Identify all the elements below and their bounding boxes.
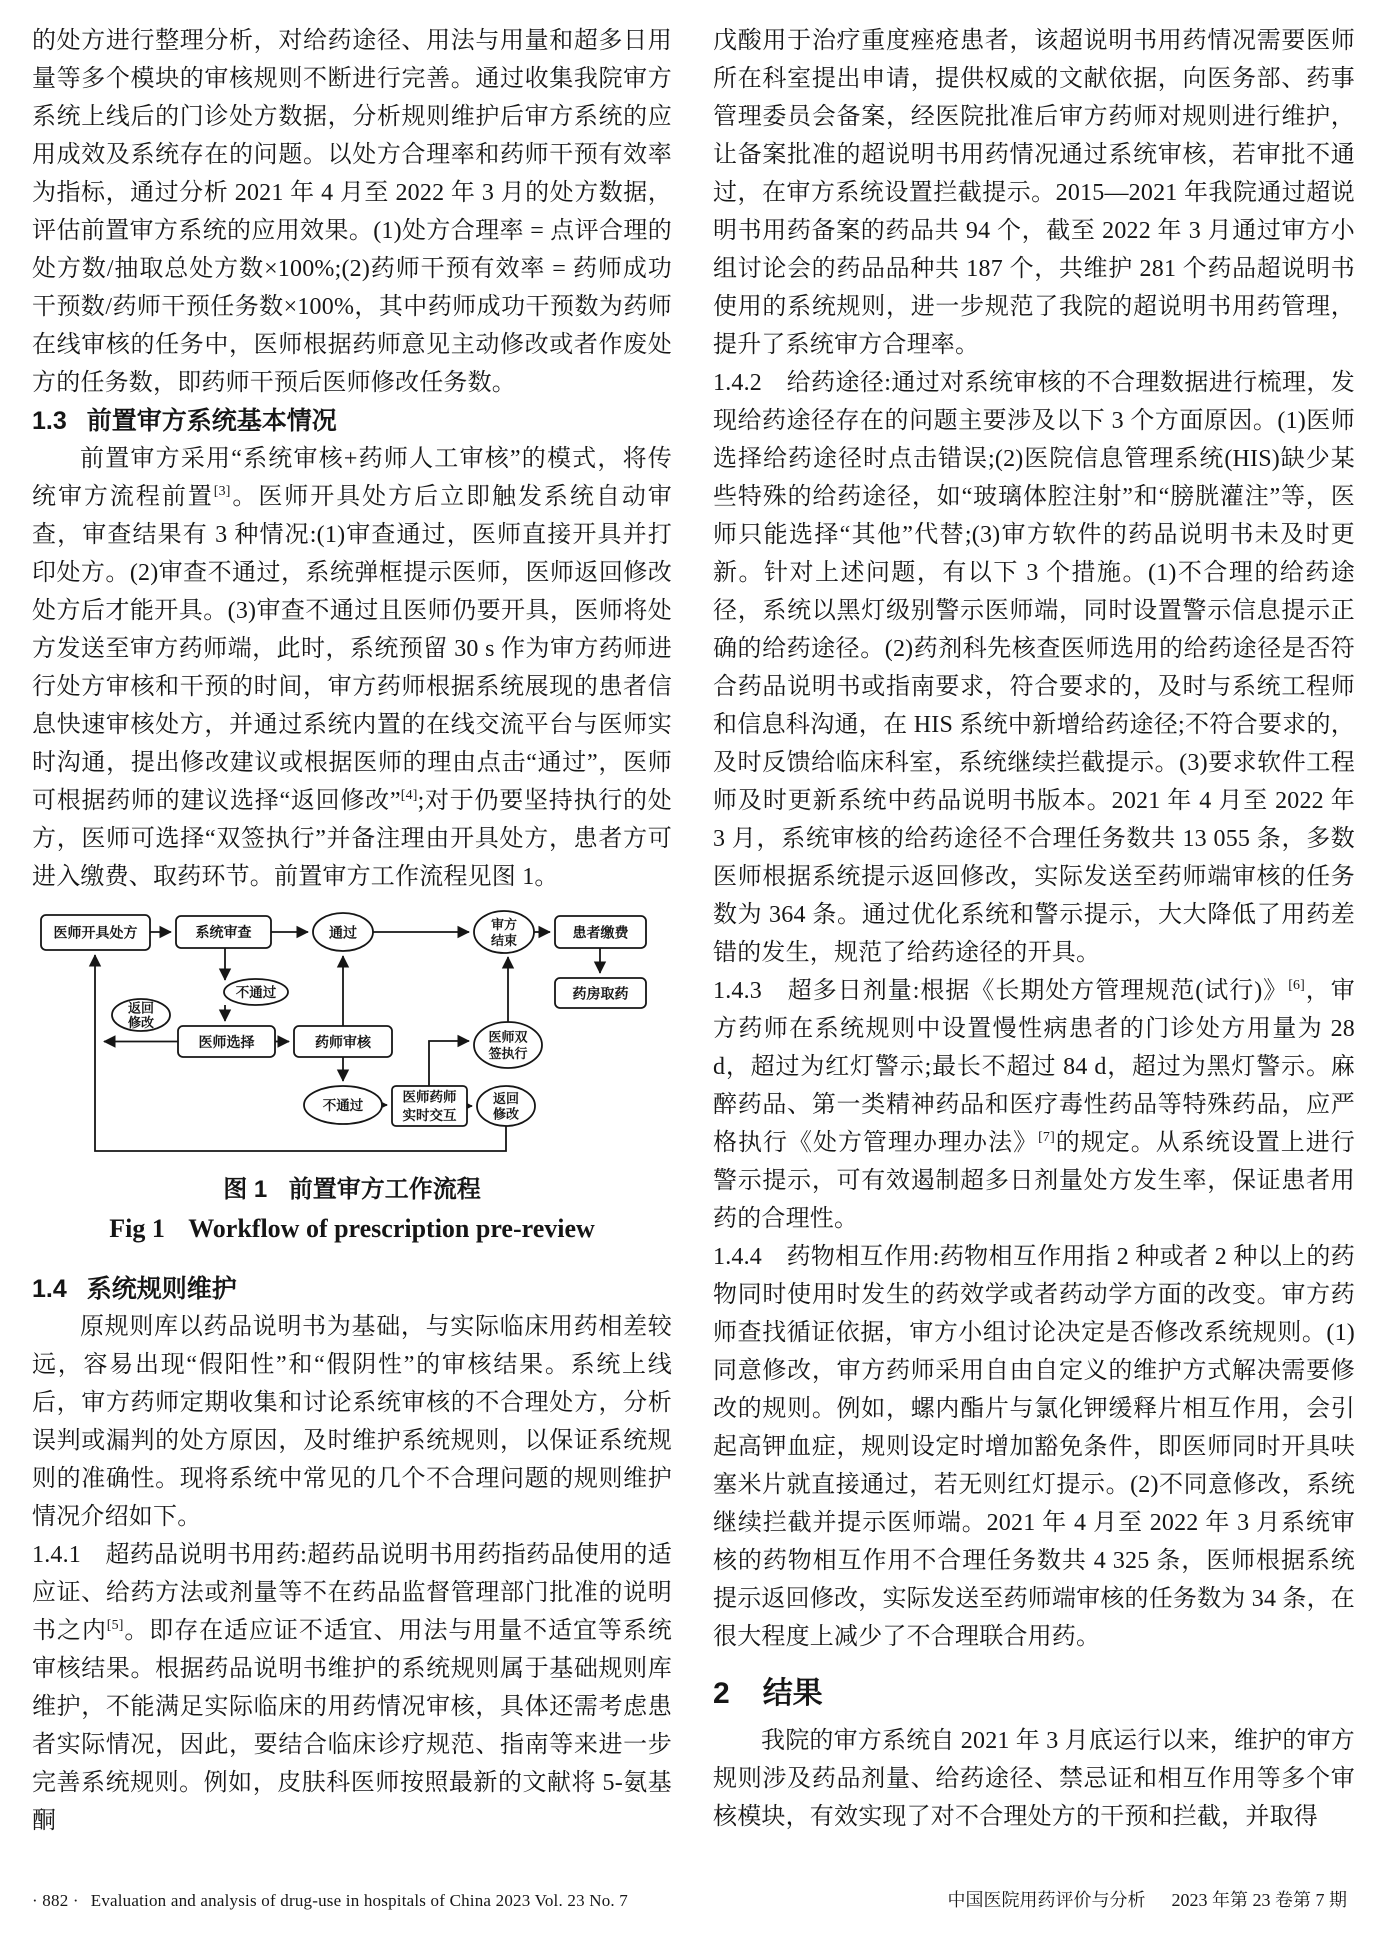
section-title: 前置审方系统基本情况 (86, 407, 337, 435)
figure-title-en: Workflow of prescription pre-review (188, 1214, 595, 1243)
label-pass: 通过 (329, 924, 357, 941)
footer-left (32, 1891, 628, 1911)
section-number: 1.3 (32, 407, 67, 435)
journal-title-cn: 中国医院用药评价与分析 (947, 1890, 1146, 1910)
section-heading-2-results (713, 1672, 1355, 1716)
svg-text:返回: 返回 (492, 1091, 520, 1106)
flowchart-canvas (32, 908, 672, 1160)
paragraph-1-4-intro: 原规则库以药品说明书为基础，与实际临床用药相差较远，容易出现“假阳性”和“假阴性”的审核结果。系统上线后，审方药师定期收集和讨论系统审核的不合理处方，分析误判或漏判的处方原因，及时维护系统规则，以保证系统规则的准确性。现将系统中常见的几个不合理问题的规则维护情况介绍如下。 (32, 1314, 672, 1530)
svg-text:医师双: 医师双 (488, 1029, 528, 1045)
section-title: 结果 (762, 1677, 823, 1710)
paragraph-continuation: 的处方进行整理分析，对给药途径、用法与用量和超多日用量等多个模块的审核规则不断进行完善。通过收集我院审方系统上线后的门诊处方数据，分析规则维护后审方系统的应用成效及系统存在的问题。以处方合理率和药师干预有效率为指标，通过分析 2021 年 4 月至 2022 年 3 月的处方数据，评估前置审方系统的应用效果。(1)处方合理率 = 点评合理的处方数/抽取总处方数×100%;(2)药师干预有效率 = 药师成功干预数/药师干预任务数×100%，其中药师成功干预数为药师在线审核的任务中，医师根据药师意见主动修改或者作废处方的任务数，即药师干预后医师修改任务数。 (32, 28, 672, 396)
paragraph-1-4-1: 1.4.1 超药品说明书用药:超药品说明书用药指药品使用的适应证、给药方法或剂量等不在药品监督管理部门批准的说明书之内[5]。即存在适应证不适宜、用法与用量不适宜等系统审核结果。根据药品说明书维护的系统规则属于基础规则库维护，不能满足实际临床的用药情况审核，具体还需考虑患者实际情况，因此，要结合临床诊疗规范、指南等来进一步完善系统规则。例如，皮肤科医师按照最新的文献将 5-氨基酮 (32, 1542, 672, 1834)
paragraph-1-4-3: 1.4.3 超多日剂量:根据《长期处方管理规范(试行)》[6]，审方药师在系统规则中设置慢性病患者的门诊处方用量为 28 d，超过为红灯警示;最长不超过 84 d，超过为黑灯警示。麻醉药品、第一类精神药品和医疗毒性药品等特殊药品，应严格执行《处方管理办理办法》[7]的规定。从系统设置上进行警示提示，可有效遏制超多日剂量处方发生率，保证患者用药的合理性。 (713, 978, 1355, 1232)
label-return-left (128, 1001, 154, 1031)
figure-label-cn: 图 1 (223, 1176, 268, 1203)
figure-caption-en (32, 1212, 672, 1246)
paragraph-1-4-1-continued: 戊酸用于治疗重度痤疮患者，该超说明书用药情况需要医师所在科室提出申请，提供权威的文献依据，向医务部、药事管理委员会备案，经医院批准后审方药师对规则进行维护，让备案批准的超说明书用药情况通过系统审核，若审批不通过，在审方系统设置拦截提示。2015—2021 年我院通过超说明书用药备案的药品共 94 个，截至 2022 年 3 月通过审方小组讨论会的药品品种共 187 个，共维护 281 个药品超说明书使用的系统规则，进一步规范了我院的超说明书用药管理，提升了系统审方合理率。 (713, 28, 1355, 358)
svg-text:修改: 修改 (127, 1015, 155, 1030)
right-column (713, 22, 1355, 1836)
label-review-end (491, 917, 517, 948)
paragraph-1-4-2: 1.4.2 给药途径:通过对系统审核的不合理数据进行梳理，发现给药途径存在的问题主要涉及以下 3 个方面原因。(1)医师选择给药途径时点击错误;(2)医院信息管理系统(HIS)缺少某些特殊的给药途径，如“玻璃体腔注射”和“膀胱灌注”等，医师只能选择“其他”代替;(3)审方软件的药品说明书未及时更新。针对上述问题，有以下 3 个措施。(1)不合理的给药途径，系统以黑灯级别警示医师端，同时设置警示信息提示正确的给药途径。(2)药剂科先核查医师选用的给药途径是否符合药品说明书或指南要求，符合要求的，及时与系统工程师和信息科沟通，在 HIS 系统中新增给药途径;不符合要求的，及时反馈给临床科室，系统继续拦截提示。(3)要求软件工程师及时更新系统中药品说明书版本。2021 年 4 月至 2022 年 3 月，系统审核的给药途径不合理任务数共 13 055 条，多数医师根据系统提示返回修改，实际发送至药师端审核的任务数为 364 条。通过优化系统和警示提示，大大降低了用药差错的发生，规范了给药途径的开具。 (713, 370, 1355, 966)
figure-title-cn: 前置审方工作流程 (288, 1176, 481, 1203)
section-title: 系统规则维护 (86, 1275, 237, 1303)
paragraph-results: 我院的审方系统自 2021 年 3 月底运行以来，维护的审方规则涉及药品剂量、给药途径、禁忌证和相互作用等多个审核模块，有效实现了对不合理处方的干预和拦截，并取得 (713, 1728, 1355, 1830)
paragraph-1-4-4: 1.4.4 药物相互作用:药物相互作用指 2 种或者 2 种以上的药物同时使用时发生的药效学或者药动学方面的改变。审方药师查找循证依据，审方小组讨论决定是否修改系统规则。(1)同意修改，审方药师采用自由自定义的维护方式解决需要修改的规则。例如，螺内酯片与氯化钾缓释片相互作用，会引起高钾血症，规则设定时增加豁免条件，即医师同时开具呋塞米片就直接通过，若无则红灯提示。(2)不同意修改，系统继续拦截并提示医师端。2021 年 4 月至 2022 年 3 月系统审核的药物相互作用不合理任务数共 4 325 条，医师根据系统提示返回修改，实际发送至药师端审核的任务数为 34 条，在很大程度上减少了不合理联合用药。 (713, 1244, 1355, 1650)
label-patient-pay: 患者缴费 (572, 924, 629, 941)
label-system-review: 系统审查 (195, 924, 252, 940)
label-double-sign (487, 1030, 528, 1062)
svg-text:审方: 审方 (490, 917, 518, 932)
section-heading-1-4 (32, 1270, 672, 1308)
figure-caption-cn (32, 1174, 672, 1206)
svg-text:医师药师: 医师药师 (402, 1089, 457, 1105)
page-footer (32, 1886, 1347, 1912)
section-heading-1-3 (32, 402, 672, 440)
svg-text:返回: 返回 (127, 1000, 155, 1016)
paragraph-1-3: 前置审方采用“系统审核+药师人工审核”的模式，将传统审方流程前置[3]。医师开具处方后立即触发系统自动审查，审查结果有 3 种情况:(1)审查通过，医师直接开具并打印处方。(2)审查不通过，系统弹框提示医师，医师返回修改处方后才能开具。(3)审查不通过且医师仍要开具，医师将处方发送至审方药师端，此时，系统预留 30 s 作为审方药师进行处方审核和干预的时间，审方药师根据系统展现的患者信息快速审核处方，并通过系统内置的在线交流平台与医师实时沟通，提出修改建议或根据医师的理由点击“通过”，医师可根据药师的建议选择“返回修改”[4];对于仍要坚持执行的处方，医师可选择“双签执行”并备注理由开具处方，患者方可进入缴费、取药环节。前置审方工作流程见图 1。 (32, 446, 672, 890)
page-number: · 882 · (32, 1891, 79, 1910)
section-number: 2 (713, 1677, 730, 1710)
label-doctor-choose: 医师选择 (198, 1034, 255, 1050)
edge-interaction-to-doublesign (429, 1041, 469, 1086)
figure-label-en: Fig 1 (109, 1214, 165, 1243)
label-fail-bottom: 不通过 (322, 1098, 364, 1113)
svg-text:实时交互: 实时交互 (402, 1108, 457, 1123)
journal-title-en: Evaluation and analysis of drug-use in hospitals of China 2023 Vol. 23 No. 7 (90, 1891, 629, 1910)
svg-text:签执行: 签执行 (488, 1046, 528, 1061)
left-column (32, 22, 672, 1840)
footer-right (948, 1886, 1348, 1912)
label-return-right (493, 1091, 519, 1122)
label-pharmacist-review: 药师审核 (315, 1034, 371, 1050)
journal-issue-cn: 2023 年第 23 卷第 7 期 (1171, 1890, 1347, 1910)
label-fail-mid: 不通过 (235, 985, 277, 1000)
section-number: 1.4 (32, 1275, 67, 1303)
figure-1-flowchart (32, 908, 672, 1160)
label-prescribe: 医师开具处方 (53, 924, 138, 941)
svg-text:修改: 修改 (492, 1106, 520, 1122)
svg-text:结束: 结束 (490, 933, 518, 948)
label-pharmacy-dispense: 药房取药 (572, 985, 629, 1002)
